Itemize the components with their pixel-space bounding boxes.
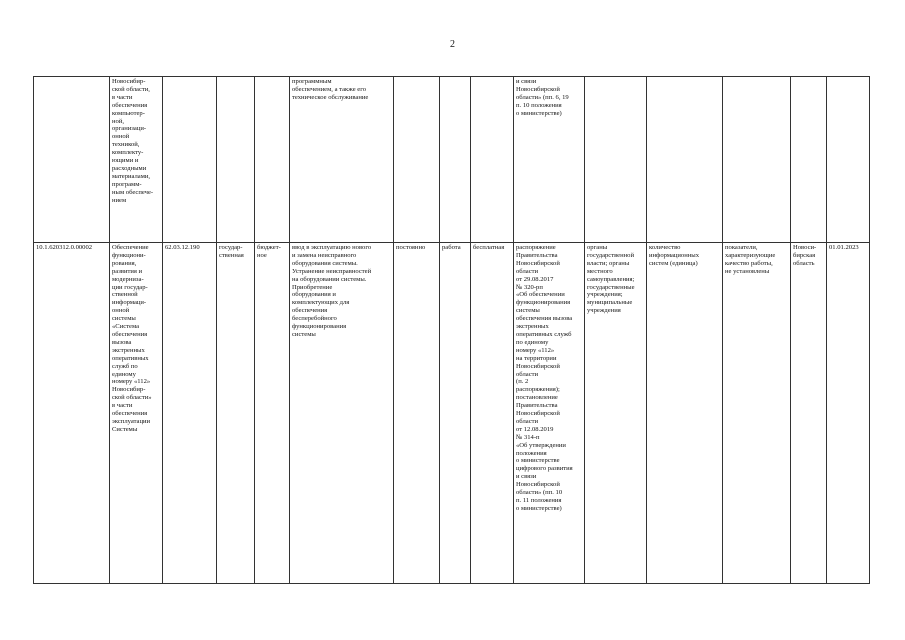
cell-periodicity: постоянно xyxy=(394,243,440,584)
cell-consumers: органы государственной власти; органы местного самоуправления; государственные учреждения; муниципальные учреждения xyxy=(585,243,647,584)
table-row xyxy=(34,77,870,243)
cell-date: 01.01.2023 xyxy=(827,243,870,584)
cell-kind: работа xyxy=(440,243,471,584)
cell-name: Обеспечение функциони- рования, развития и модерниза- ции государ- ственной информаци- онной системы «Система обеспечения вызова экстренных оперативных служб по единому номеру «112» Новосибир- ской области» в части обеспечения эксплуатации Системы xyxy=(110,243,163,584)
cell-type xyxy=(217,77,255,243)
cell-code: 10.1.620312.0.00002 xyxy=(34,243,110,584)
cell-basis: и связи Новосибирской области» (пп. 6, 19 п. 10 положения о министерстве) xyxy=(514,77,585,243)
cell-pay xyxy=(471,77,514,243)
cell-okved: 62.03.12.190 xyxy=(163,243,217,584)
cell-okved xyxy=(163,77,217,243)
cell-volume xyxy=(647,77,723,243)
registry-table xyxy=(33,76,870,584)
cell-funding xyxy=(255,77,290,243)
page-number: 2 xyxy=(450,39,455,50)
cell-volume: количество информационных систем (единица) xyxy=(647,243,723,584)
cell-territory: Новоси- бирская область xyxy=(791,243,827,584)
cell-quality xyxy=(723,77,791,243)
cell-code xyxy=(34,77,110,243)
cell-quality: показатели, характеризующие качество работы, не установлены xyxy=(723,243,791,584)
cell-territory xyxy=(791,77,827,243)
cell-content: программным обеспечением, а также его техническое обслуживание xyxy=(290,77,394,243)
cell-content: ввод в эксплуатацию нового и замена неисправного оборудования системы. Устранение неисправностей на оборудовании системы. Приобретение оборудования и комплектующих для обеспечения бесперебойного функционирования системы xyxy=(290,243,394,584)
cell-kind xyxy=(440,77,471,243)
table-row xyxy=(34,243,870,584)
cell-date xyxy=(827,77,870,243)
cell-consumers xyxy=(585,77,647,243)
cell-periodicity xyxy=(394,77,440,243)
cell-type: государ- ственная xyxy=(217,243,255,584)
cell-name: Новосибир- ской области, в части обеспечения компьютер- ной, организаци- онной техникой, комплекту- ющими и расходными материалами, программ- ным обеспече- нием xyxy=(110,77,163,243)
cell-funding: бюджет- ное xyxy=(255,243,290,584)
cell-pay: бесплатная xyxy=(471,243,514,584)
cell-basis: распоряжение Правительства Новосибирской области от 29.08.2017 № 320-рп «Об обеспечении функционирования системы обеспечения вызова экстренных оперативных служб по единому номеру «112» на территории Новосибирской области (п. 2 распоряжения); постановление Правительства Новосибирской области от 12.08.2019 № 314-п «Об утверждении положения о министерстве цифрового развития и связи Новосибирской области» (пп. 10 п. 11 положения о министерстве) xyxy=(514,243,585,584)
